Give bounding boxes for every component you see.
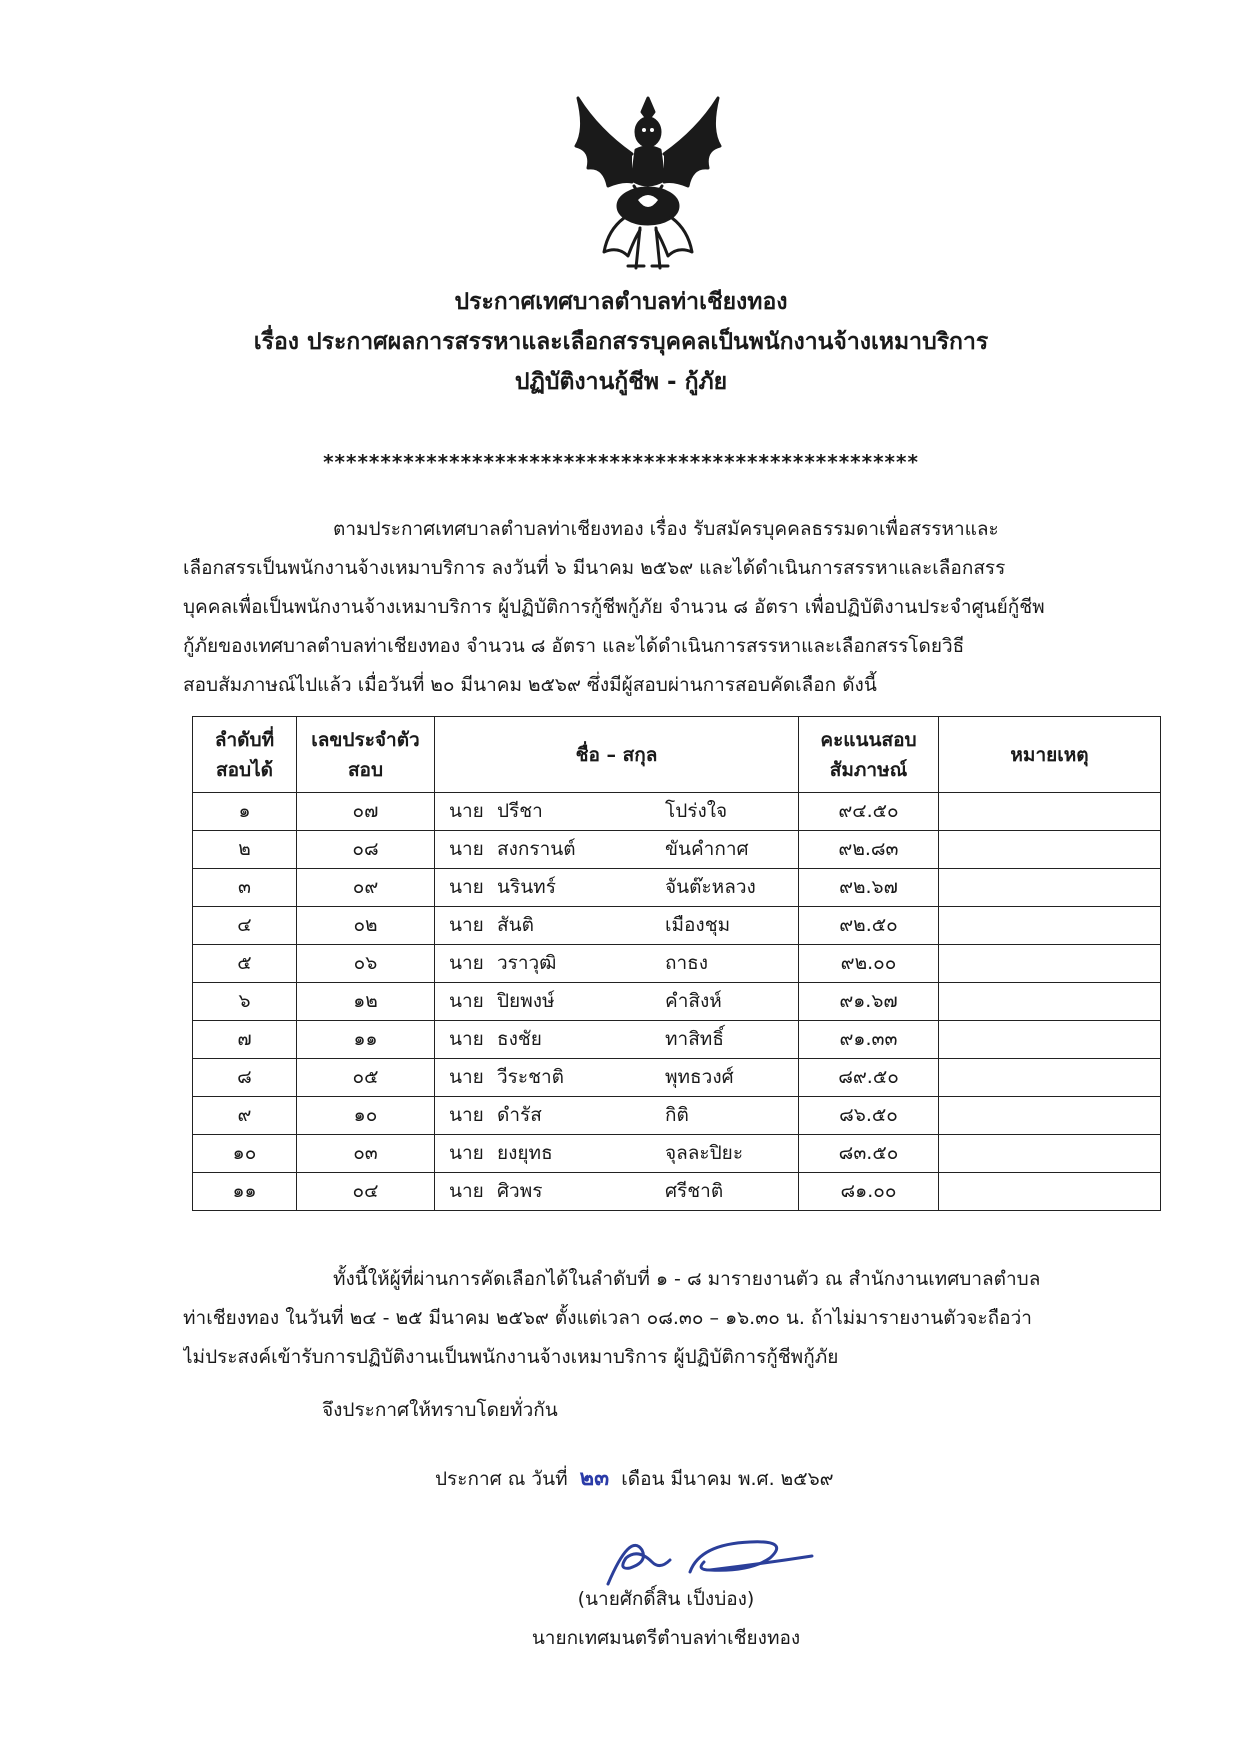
table-row	[193, 1097, 1161, 1135]
date-day-handwritten: ๒๓	[579, 1466, 610, 1491]
header-remark: หมายเหตุ	[939, 717, 1161, 793]
name-prefix: นาย	[449, 1066, 484, 1088]
header-score-line-1: คะแนนสอบ	[820, 728, 917, 751]
cell-score: ๘๑.๐๐	[799, 1173, 939, 1211]
cell-exam-id: ๐๘	[297, 831, 435, 869]
cell-exam-id: ๑๒	[297, 983, 435, 1021]
last-name: คำสิงห์	[665, 990, 722, 1012]
last-name: จุลละปิยะ	[665, 1142, 744, 1164]
header-rank	[193, 717, 297, 793]
cell-exam-id: ๐๒	[297, 907, 435, 945]
instruction-line-1: ทั้งนี้ให้ผู้ที่ผ่านการคัดเลือกได้ในลำดับที่ ๑ - ๘ มารายงานตัว ณ สำนักงานเทศบาลตำบล	[333, 1268, 1041, 1290]
table-row	[193, 793, 1161, 831]
first-name: วราวุฒิ	[497, 952, 557, 974]
last-name: ถาธง	[665, 952, 709, 974]
cell-exam-id: ๐๗	[297, 793, 435, 831]
cell-remark	[939, 1173, 1161, 1211]
name-prefix: นาย	[449, 990, 484, 1012]
intro-line-3: บุคคลเพื่อเป็นพนักงานจ้างเหมาบริการ ผู้ปฏิบัติการกู้ชีพกู้ภัย จำนวน ๘ อัตรา เพื่อปฏิบัติงานประจำศูนย์กู้ชีพ	[183, 596, 1045, 618]
last-name: ศรีชาติ	[665, 1180, 724, 1202]
cell-remark	[939, 945, 1161, 983]
last-name: เมืองชุม	[665, 914, 731, 936]
header-rank-line-1: ลำดับที่	[214, 728, 275, 751]
cell-remark	[939, 793, 1161, 831]
cell-exam-id: ๐๓	[297, 1135, 435, 1173]
cell-rank: ๒	[193, 831, 297, 869]
title-line-1: ประกาศเทศบาลตำบลท่าเชียงทอง	[454, 289, 788, 315]
announce-date	[435, 1460, 834, 1495]
cell-remark	[939, 907, 1161, 945]
cell-exam-id: ๐๙	[297, 869, 435, 907]
signer-name: (นายศักดิ์สิน เป็งบ่อง)	[577, 1588, 755, 1610]
cell-name	[435, 869, 799, 907]
table-row	[193, 907, 1161, 945]
cell-score: ๘๖.๕๐	[799, 1097, 939, 1135]
cell-name	[435, 1173, 799, 1211]
last-name: กิติ	[665, 1104, 689, 1126]
date-suffix: เดือน มีนาคม พ.ศ. ๒๕๖๙	[621, 1468, 834, 1490]
cell-rank: ๑	[193, 793, 297, 831]
intro-line-1: ตามประกาศเทศบาลตำบลท่าเชียงทอง เรื่อง รับสมัครบุคคลธรรมดาเพื่อสรรหาและ	[333, 518, 999, 540]
title-line-2: เรื่อง ประกาศผลการสรรหาและเลือกสรรบุคคลเป็นพนักงานจ้างเหมาบริการ	[253, 329, 989, 355]
results-body	[193, 793, 1161, 1211]
first-name: สงกรานต์	[497, 838, 576, 860]
instruction-line-3: ไม่ประสงค์เข้ารับการปฏิบัติงานเป็นพนักงานจ้างเหมาบริการ ผู้ปฏิบัติการกู้ชีพกู้ภัย	[183, 1346, 839, 1368]
table-row	[193, 1059, 1161, 1097]
cell-name	[435, 831, 799, 869]
header-rank-line-2: สอบได้	[216, 758, 273, 781]
separator-stars: ****************************************************	[323, 450, 919, 474]
header-score-line-2: สัมภาษณ์	[829, 758, 908, 781]
table-row	[193, 983, 1161, 1021]
table-row	[193, 869, 1161, 907]
announce-text: จึงประกาศให้ทราบโดยทั่วกัน	[322, 1399, 558, 1421]
cell-name	[435, 1135, 799, 1173]
cell-rank: ๗	[193, 1021, 297, 1059]
header-id	[297, 717, 435, 793]
last-name: ทาสิทธิ์	[665, 1028, 724, 1050]
garuda-emblem-icon	[568, 90, 728, 272]
cell-score: ๙๒.๐๐	[799, 945, 939, 983]
name-prefix: นาย	[449, 952, 484, 974]
cell-exam-id: ๐๕	[297, 1059, 435, 1097]
cell-exam-id: ๑๑	[297, 1021, 435, 1059]
intro-paragraph	[183, 510, 1123, 705]
table-row	[193, 945, 1161, 983]
name-prefix: นาย	[449, 914, 484, 936]
cell-score: ๙๒.๕๐	[799, 907, 939, 945]
cell-rank: ๔	[193, 907, 297, 945]
cell-rank: ๕	[193, 945, 297, 983]
header-score	[799, 717, 939, 793]
name-prefix: นาย	[449, 1180, 484, 1202]
first-name: ยงยุทธ	[497, 1142, 553, 1164]
cell-exam-id: ๐๖	[297, 945, 435, 983]
date-prefix: ประกาศ ณ วันที่	[435, 1468, 568, 1490]
first-name: ธงชัย	[497, 1028, 542, 1050]
cell-rank: ๘	[193, 1059, 297, 1097]
cell-rank: ๖	[193, 983, 297, 1021]
cell-rank: ๑๐	[193, 1135, 297, 1173]
header-id-line-2: สอบ	[347, 758, 384, 781]
cell-rank: ๙	[193, 1097, 297, 1135]
cell-remark	[939, 1021, 1161, 1059]
cell-rank: ๑๑	[193, 1173, 297, 1211]
cell-name	[435, 1021, 799, 1059]
first-name: ดำรัส	[497, 1104, 542, 1126]
cell-remark	[939, 869, 1161, 907]
cell-score: ๘๙.๕๐	[799, 1059, 939, 1097]
cell-exam-id: ๑๐	[297, 1097, 435, 1135]
header-name: ชื่อ – สกุล	[435, 717, 799, 793]
signer-title: นายกเทศมนตรีตำบลท่าเชียงทอง	[531, 1627, 801, 1649]
last-name: จันต๊ะหลวง	[665, 876, 756, 898]
instruction-line-2: ท่าเชียงทอง ในวันที่ ๒๔ - ๒๕ มีนาคม ๒๕๖๙ ตั้งแต่เวลา ๐๘.๓๐ – ๑๖.๓๐ น. ถ้าไม่มารายงานตัวจะถือว่า	[183, 1307, 1032, 1329]
first-name: ศิวพร	[497, 1180, 543, 1202]
cell-remark	[939, 983, 1161, 1021]
last-name: ขันคำกาศ	[665, 838, 749, 860]
cell-name	[435, 793, 799, 831]
intro-line-2: เลือกสรรเป็นพนักงานจ้างเหมาบริการ ลงวันที่ ๖ มีนาคม ๒๕๖๙ และได้ดำเนินการสรรหาและเลือกสรร	[183, 557, 1006, 579]
name-prefix: นาย	[449, 838, 484, 860]
cell-score: ๙๒.๘๓	[799, 831, 939, 869]
cell-score: ๙๑.๖๗	[799, 983, 939, 1021]
title-line-3: ปฏิบัติงานกู้ชีพ - กู้ภัย	[514, 369, 728, 395]
first-name: ปรีชา	[497, 800, 543, 822]
first-name: สันติ	[497, 914, 534, 936]
last-name: โปร่งใจ	[665, 800, 728, 822]
first-name: วีระชาติ	[497, 1066, 564, 1088]
announcement-title	[0, 282, 1242, 402]
instruction-paragraph	[183, 1260, 1123, 1377]
table-row	[193, 1173, 1161, 1211]
cell-remark	[939, 1097, 1161, 1135]
signature-icon	[600, 1522, 820, 1592]
cell-remark	[939, 1135, 1161, 1173]
name-prefix: นาย	[449, 1142, 484, 1164]
table-row	[193, 831, 1161, 869]
cell-remark	[939, 1059, 1161, 1097]
cell-name	[435, 1059, 799, 1097]
cell-name	[435, 983, 799, 1021]
cell-name	[435, 907, 799, 945]
results-table	[192, 716, 1161, 1211]
header-id-line-1: เลขประจำตัว	[311, 728, 420, 751]
name-prefix: นาย	[449, 876, 484, 898]
first-name: ปิยพงษ์	[497, 990, 555, 1012]
cell-name	[435, 945, 799, 983]
table-row	[193, 1135, 1161, 1173]
cell-score: ๙๑.๓๓	[799, 1021, 939, 1059]
name-prefix: นาย	[449, 1104, 484, 1126]
cell-name	[435, 1097, 799, 1135]
last-name: พุทธวงศ์	[665, 1066, 734, 1088]
cell-rank: ๓	[193, 869, 297, 907]
table-row	[193, 1021, 1161, 1059]
table-header-row	[193, 717, 1161, 793]
name-prefix: นาย	[449, 800, 484, 822]
intro-line-5: สอบสัมภาษณ์ไปแล้ว เมื่อวันที่ ๒๐ มีนาคม ๒๕๖๙ ซึ่งมีผู้สอบผ่านการสอบคัดเลือก ดังนี้	[183, 674, 877, 696]
cell-score: ๘๓.๕๐	[799, 1135, 939, 1173]
intro-line-4: กู้ภัยของเทศบาลตำบลท่าเชียงทอง จำนวน ๘ อัตรา และได้ดำเนินการสรรหาและเลือกสรรโดยวิธี	[183, 635, 965, 657]
first-name: นรินทร์	[497, 876, 556, 898]
cell-exam-id: ๐๔	[297, 1173, 435, 1211]
cell-score: ๙๔.๕๐	[799, 793, 939, 831]
cell-score: ๙๒.๖๗	[799, 869, 939, 907]
cell-remark	[939, 831, 1161, 869]
name-prefix: นาย	[449, 1028, 484, 1050]
